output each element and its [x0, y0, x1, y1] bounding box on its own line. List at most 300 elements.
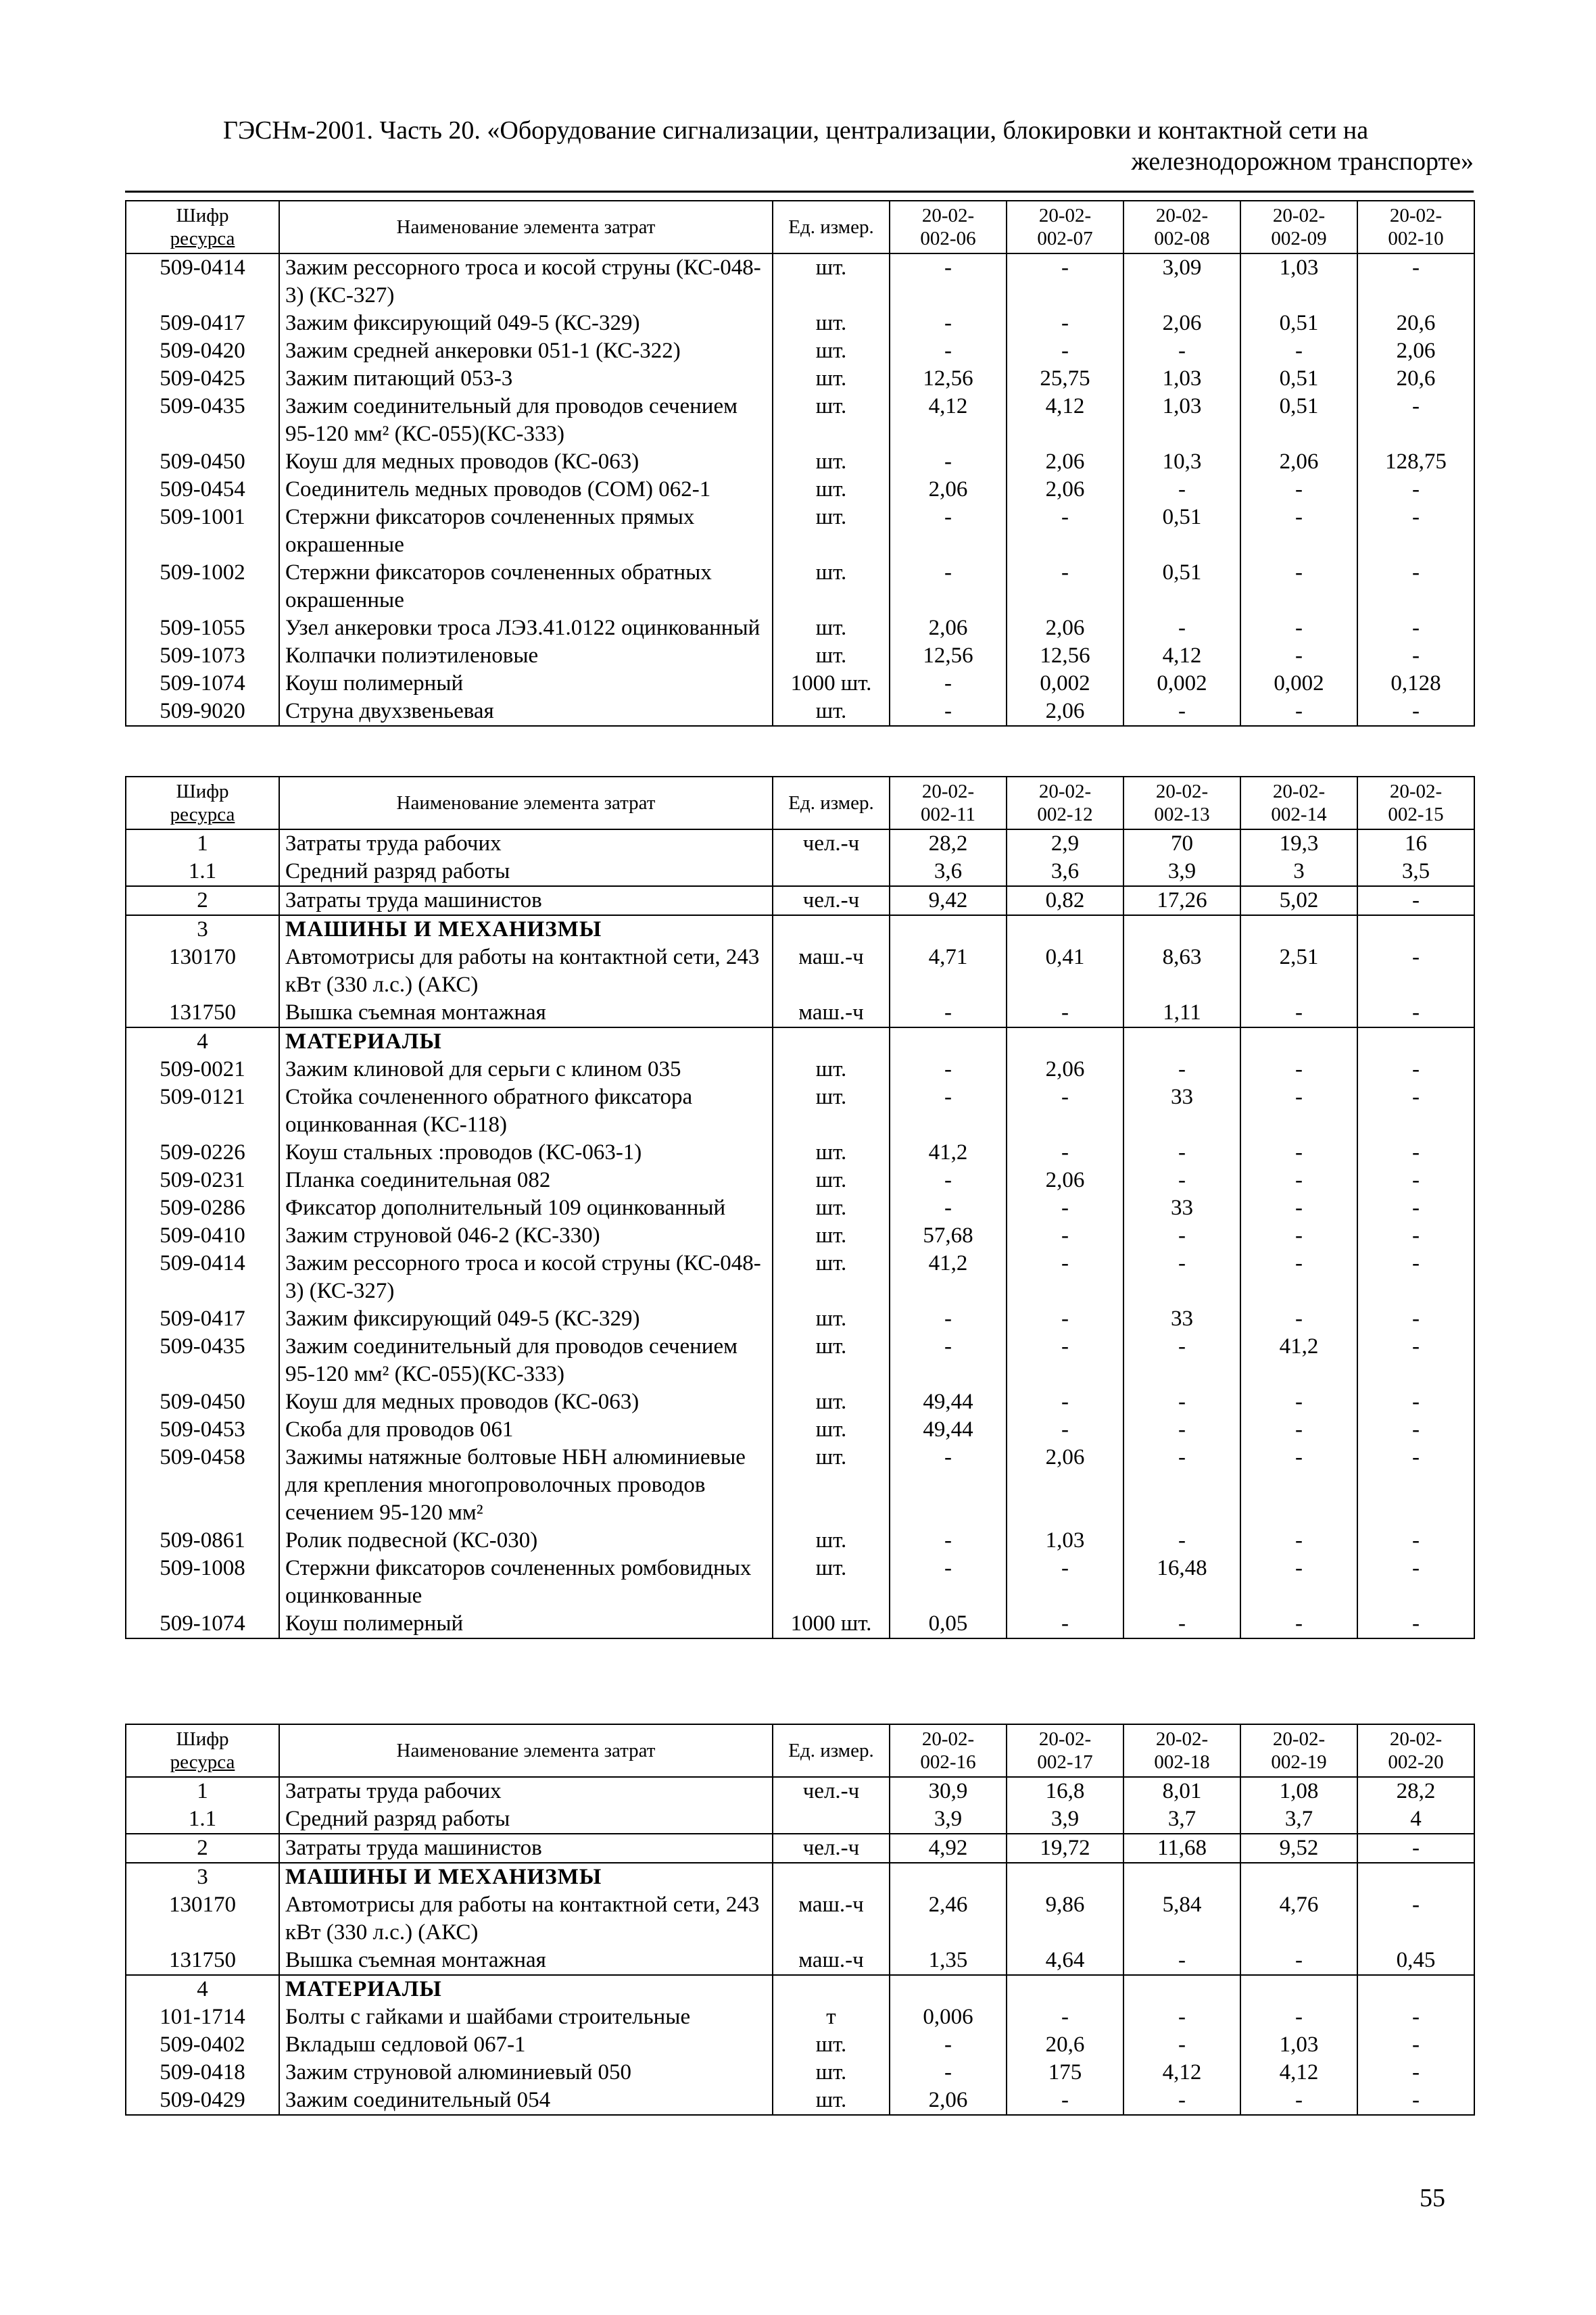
cell-value: 49,44 — [890, 1388, 1007, 1416]
norm-code-top: 20-02- — [1155, 1728, 1209, 1750]
cell-code: 509-0414 — [126, 1250, 279, 1305]
cell-value: 12,56 — [890, 642, 1007, 670]
cell-value: - — [1357, 1416, 1474, 1444]
cell-code: 130170 — [126, 944, 279, 999]
cell-value: - — [1357, 886, 1474, 915]
cell-value: - — [1240, 1610, 1357, 1638]
table-row — [126, 1333, 1474, 1388]
cell-value: 0,51 — [1123, 559, 1240, 614]
cell-value — [1123, 1027, 1240, 1056]
cell-value: 0,51 — [1123, 504, 1240, 559]
cell-value: 0,45 — [1357, 1947, 1474, 1975]
header-name: Наименование элемента затрат — [279, 201, 773, 253]
header-norm-code — [1240, 201, 1357, 253]
table-row — [126, 858, 1474, 886]
cell-value: - — [890, 2031, 1007, 2059]
cell-value: - — [1240, 2087, 1357, 2115]
cell-unit: шт. — [773, 1527, 890, 1555]
header-norm-code — [890, 201, 1007, 253]
cell-value: - — [1123, 2003, 1240, 2031]
norm-code-top: 20-02- — [1038, 205, 1092, 226]
header-norm-code — [890, 1724, 1007, 1777]
table-row — [126, 944, 1474, 999]
cell-code: 509-0414 — [126, 253, 279, 310]
cell-name: Зажим рессорного троса и косой струны (КС-048-3) (КС-327) — [279, 253, 773, 310]
table-row — [126, 1834, 1474, 1863]
header-code-top: Шифр — [176, 781, 229, 802]
cell-value — [890, 1027, 1007, 1056]
section-row — [126, 1863, 1474, 1891]
cell-value: 0,51 — [1240, 310, 1357, 337]
cell-code: 3 — [126, 915, 279, 944]
cell-value: 0,05 — [890, 1610, 1007, 1638]
table-row — [126, 1891, 1474, 1947]
table-header-row — [126, 777, 1474, 829]
section-row — [126, 1027, 1474, 1056]
cell-value: - — [1357, 1527, 1474, 1555]
cell-unit: чел.-ч — [773, 829, 890, 858]
cell-value: - — [1240, 642, 1357, 670]
cell-value: - — [1357, 1388, 1474, 1416]
page-header — [223, 115, 1474, 177]
cell-unit — [773, 1975, 890, 2003]
cell-name: Коуш полимерный — [279, 670, 773, 698]
cell-value: 33 — [1123, 1083, 1240, 1139]
cell-value: 4,12 — [1240, 2059, 1357, 2087]
cell-unit: шт. — [773, 1083, 890, 1139]
norm-code-top: 20-02- — [921, 205, 975, 226]
cell-name: Автомотрисы для работы на контактной сети, 243 кВт (330 л.с.) (АКС) — [279, 1891, 773, 1947]
cell-value: 2,06 — [1007, 698, 1123, 726]
cell-value: 33 — [1123, 1305, 1240, 1333]
table-row — [126, 698, 1474, 726]
cell-value: 11,68 — [1123, 1834, 1240, 1863]
cell-value: - — [1240, 1083, 1357, 1139]
cell-value: 3,9 — [1007, 1805, 1123, 1834]
cell-value: 0,006 — [890, 2003, 1007, 2031]
cell-value: 16,48 — [1123, 1555, 1240, 1610]
cell-code: 4 — [126, 1027, 279, 1056]
cell-name: Струна двухзвеньевая — [279, 698, 773, 726]
cell-code: 509-0418 — [126, 2059, 279, 2087]
cell-code: 509-1074 — [126, 670, 279, 698]
cell-value: 5,02 — [1240, 886, 1357, 915]
cell-value: 25,75 — [1007, 365, 1123, 393]
cell-value: 30,9 — [890, 1777, 1007, 1805]
cell-value: 8,01 — [1123, 1777, 1240, 1805]
cell-code: 1.1 — [126, 858, 279, 886]
cell-value: 0,128 — [1357, 670, 1474, 698]
cell-unit: шт. — [773, 504, 890, 559]
cell-code: 509-0454 — [126, 476, 279, 504]
cell-unit — [773, 1805, 890, 1834]
cell-value: 33 — [1123, 1194, 1240, 1222]
cell-value: - — [1357, 559, 1474, 614]
norm-code-bottom: 002-10 — [1388, 228, 1444, 249]
cell-value: - — [1007, 1333, 1123, 1388]
cell-unit — [773, 915, 890, 944]
section-row — [126, 1975, 1474, 2003]
cell-code: 1.1 — [126, 1805, 279, 1834]
cell-code: 509-0420 — [126, 337, 279, 365]
cell-value: - — [1357, 1555, 1474, 1610]
cell-unit: шт. — [773, 2087, 890, 2115]
cell-value: 0,002 — [1240, 670, 1357, 698]
cell-value: 2,06 — [1357, 337, 1474, 365]
cell-value: - — [1240, 1527, 1357, 1555]
cell-value: - — [1123, 2087, 1240, 2115]
cell-value: - — [1123, 1388, 1240, 1416]
cell-value: 3,7 — [1240, 1805, 1357, 1834]
cell-unit: шт. — [773, 253, 890, 310]
table-row — [126, 1527, 1474, 1555]
cell-value: - — [1357, 2003, 1474, 2031]
cell-value: 41,2 — [890, 1250, 1007, 1305]
cell-code: 509-0417 — [126, 310, 279, 337]
cell-value — [1123, 1975, 1240, 2003]
cell-value: 0,82 — [1007, 886, 1123, 915]
table-row — [126, 1194, 1474, 1222]
cell-unit: шт. — [773, 1167, 890, 1194]
cell-unit: шт. — [773, 642, 890, 670]
cell-value: 8,63 — [1123, 944, 1240, 999]
header-unit: Ед. измер. — [773, 777, 890, 829]
cell-name: Коуш для медных проводов (КС-063) — [279, 1388, 773, 1416]
cell-value: 1,11 — [1123, 999, 1240, 1027]
norm-code-top: 20-02- — [1272, 1728, 1326, 1750]
cell-code: 509-0435 — [126, 1333, 279, 1388]
header-norm-code — [1240, 1724, 1357, 1777]
cell-name: Скоба для проводов 061 — [279, 1416, 773, 1444]
cell-value — [1007, 1975, 1123, 2003]
cell-value: - — [890, 1194, 1007, 1222]
cell-value: - — [890, 999, 1007, 1027]
cell-value: - — [1007, 999, 1123, 1027]
header-norm-code — [1357, 1724, 1474, 1777]
header-norm-code — [1123, 201, 1240, 253]
norm-code-bottom: 002-11 — [920, 804, 976, 825]
cell-value: 2,06 — [1007, 448, 1123, 476]
cell-code: 101-1714 — [126, 2003, 279, 2031]
cell-value — [1007, 1863, 1123, 1891]
cell-value: - — [1240, 1194, 1357, 1222]
header-norm-code — [1123, 1724, 1240, 1777]
cell-name: Зажим соединительный 054 — [279, 2087, 773, 2115]
cell-value: - — [1007, 337, 1123, 365]
table-header-row — [126, 201, 1474, 253]
cell-value: 16 — [1357, 829, 1474, 858]
cell-unit: шт. — [773, 1555, 890, 1610]
cell-value: - — [1123, 1056, 1240, 1083]
cell-value: - — [890, 1167, 1007, 1194]
cell-name: Стойка сочлененного обратного фиксатора оцинкованная (КС-118) — [279, 1083, 773, 1139]
norm-code-bottom: 002-15 — [1388, 804, 1444, 825]
cell-value: - — [1123, 1139, 1240, 1167]
cell-value: 1,03 — [1007, 1527, 1123, 1555]
cell-value: 57,68 — [890, 1222, 1007, 1250]
table-row — [126, 310, 1474, 337]
cell-value: - — [1123, 1947, 1240, 1975]
cell-value: 1,03 — [1240, 2031, 1357, 2059]
cell-value — [1357, 1863, 1474, 1891]
norm-code-bottom: 002-07 — [1037, 228, 1093, 249]
cell-name: Зажим фиксирующий 049-5 (КС-329) — [279, 1305, 773, 1333]
cell-value: 19,3 — [1240, 829, 1357, 858]
cell-unit: шт. — [773, 1250, 890, 1305]
cell-value: - — [1007, 1305, 1123, 1333]
cell-code: 509-1001 — [126, 504, 279, 559]
cell-code: 2 — [126, 1834, 279, 1863]
cell-value — [1357, 1975, 1474, 2003]
cell-value: - — [890, 1444, 1007, 1527]
header-code-bottom: ресурса — [170, 228, 235, 249]
cell-value: 41,2 — [890, 1139, 1007, 1167]
cell-code: 509-1008 — [126, 1555, 279, 1610]
cell-unit: шт. — [773, 1139, 890, 1167]
cell-value: 2,06 — [1007, 614, 1123, 642]
cell-value — [890, 915, 1007, 944]
cell-value: 0,51 — [1240, 365, 1357, 393]
cell-value: - — [1240, 559, 1357, 614]
cell-value: - — [1123, 1444, 1240, 1527]
cell-value: 20,6 — [1357, 365, 1474, 393]
cell-name: Автомотрисы для работы на контактной сети, 243 кВт (330 л.с.) (АКС) — [279, 944, 773, 999]
cell-value: 0,002 — [1123, 670, 1240, 698]
cell-value: - — [1240, 614, 1357, 642]
cell-value: - — [1007, 1250, 1123, 1305]
table-row — [126, 670, 1474, 698]
cell-value: - — [1357, 1139, 1474, 1167]
cell-value: 2,06 — [1240, 448, 1357, 476]
cell-value: - — [1240, 1222, 1357, 1250]
cell-code: 509-0121 — [126, 1083, 279, 1139]
cell-name: Зажимы натяжные болтовые НБН алюминиевые для крепления многопроволочных проводов сечением 95-120 мм² — [279, 1444, 773, 1527]
cell-value: - — [890, 1333, 1007, 1388]
header-norm-code — [1357, 777, 1474, 829]
table-row — [126, 337, 1474, 365]
table-row — [126, 253, 1474, 310]
cell-value: 3,9 — [1123, 858, 1240, 886]
header-norm-code — [890, 777, 1007, 829]
cell-unit: шт. — [773, 1305, 890, 1333]
cell-value: 2,06 — [1123, 310, 1240, 337]
cell-value: 16,8 — [1007, 1777, 1123, 1805]
cell-name: МАШИНЫ И МЕХАНИЗМЫ — [279, 1863, 773, 1891]
cell-unit: чел.-ч — [773, 1834, 890, 1863]
cell-unit: шт. — [773, 614, 890, 642]
cell-value: 3,5 — [1357, 858, 1474, 886]
cell-name: Колпачки полиэтиленовые — [279, 642, 773, 670]
cell-code: 509-1074 — [126, 1610, 279, 1638]
cell-value: - — [1357, 999, 1474, 1027]
cell-code: 4 — [126, 1975, 279, 2003]
cell-value: - — [1123, 698, 1240, 726]
cell-code: 509-0458 — [126, 1444, 279, 1527]
cell-unit: чел.-ч — [773, 1777, 890, 1805]
cell-name: Зажим средней анкеровки 051-1 (КС-322) — [279, 337, 773, 365]
cell-value: - — [890, 504, 1007, 559]
cell-value: - — [1240, 337, 1357, 365]
cell-value: 70 — [1123, 829, 1240, 858]
norm-code-bottom: 002-20 — [1388, 1751, 1444, 1773]
header-name: Наименование элемента затрат — [279, 1724, 773, 1777]
cell-value: 2,06 — [1007, 1444, 1123, 1527]
cell-value: - — [890, 670, 1007, 698]
cell-value: 28,2 — [890, 829, 1007, 858]
header-line-2: железнодорожном транспорте» — [1131, 147, 1474, 176]
cell-name: Зажим клиновой для серьги с клином 035 — [279, 1056, 773, 1083]
table-row — [126, 1139, 1474, 1167]
cell-name: Коуш для медных проводов (КС-063) — [279, 448, 773, 476]
resource-table-2 — [125, 776, 1475, 1639]
cell-value: 28,2 — [1357, 1777, 1474, 1805]
cell-name: МАШИНЫ И МЕХАНИЗМЫ — [279, 915, 773, 944]
cell-value: - — [1007, 1083, 1123, 1139]
norm-code-top: 20-02- — [921, 1728, 975, 1750]
cell-value: 4,76 — [1240, 1891, 1357, 1947]
table-row — [126, 2059, 1474, 2087]
cell-value: 1,35 — [890, 1947, 1007, 1975]
cell-unit: маш.-ч — [773, 1891, 890, 1947]
cell-value: 1,03 — [1240, 253, 1357, 310]
header-norm-code — [1007, 1724, 1123, 1777]
cell-value: 3,7 — [1123, 1805, 1240, 1834]
cell-value — [1123, 1863, 1240, 1891]
table-row — [126, 1305, 1474, 1333]
cell-value — [1357, 1027, 1474, 1056]
cell-code: 1 — [126, 829, 279, 858]
cell-value: - — [1357, 2031, 1474, 2059]
cell-value: - — [1357, 944, 1474, 999]
cell-value: 2,46 — [890, 1891, 1007, 1947]
cell-value: - — [890, 1527, 1007, 1555]
norm-code-bottom: 002-13 — [1154, 804, 1210, 825]
cell-value: 20,6 — [1357, 310, 1474, 337]
cell-unit — [773, 1863, 890, 1891]
cell-value: - — [1357, 2059, 1474, 2087]
table-row — [126, 829, 1474, 858]
cell-unit: шт. — [773, 2031, 890, 2059]
cell-name: Планка соединительная 082 — [279, 1167, 773, 1194]
cell-value: 1,03 — [1123, 393, 1240, 448]
cell-value: - — [890, 1305, 1007, 1333]
cell-unit: шт. — [773, 698, 890, 726]
cell-unit: шт. — [773, 1388, 890, 1416]
resource-table-1 — [125, 200, 1475, 727]
cell-value: 0,51 — [1240, 393, 1357, 448]
cell-name: МАТЕРИАЛЫ — [279, 1027, 773, 1056]
cell-value: - — [1007, 1610, 1123, 1638]
cell-code: 509-1055 — [126, 614, 279, 642]
cell-value — [1357, 915, 1474, 944]
cell-value: - — [1007, 1555, 1123, 1610]
cell-unit: шт. — [773, 1444, 890, 1527]
cell-value: 9,52 — [1240, 1834, 1357, 1863]
cell-value: - — [1123, 337, 1240, 365]
cell-value: - — [1357, 698, 1474, 726]
cell-value: 4,12 — [1007, 393, 1123, 448]
cell-name: Стержни фиксаторов сочлененных ромбовидных оцинкованные — [279, 1555, 773, 1610]
cell-value: 41,2 — [1240, 1333, 1357, 1388]
cell-unit: шт. — [773, 1222, 890, 1250]
table-row — [126, 1167, 1474, 1194]
cell-code: 509-0402 — [126, 2031, 279, 2059]
header-code-bottom: ресурса — [170, 804, 235, 825]
cell-value: 20,6 — [1007, 2031, 1123, 2059]
cell-value: 2,06 — [1007, 1167, 1123, 1194]
cell-value: - — [1007, 1388, 1123, 1416]
cell-value — [1240, 915, 1357, 944]
cell-unit: т — [773, 2003, 890, 2031]
cell-name: Зажим соединительный для проводов сечением 95-120 мм² (КС-055)(КС-333) — [279, 393, 773, 448]
cell-value: 3,6 — [1007, 858, 1123, 886]
cell-value: - — [1357, 1250, 1474, 1305]
cell-name: Коуш полимерный — [279, 1610, 773, 1638]
table-row — [126, 1555, 1474, 1610]
cell-unit: шт. — [773, 1333, 890, 1388]
cell-code: 3 — [126, 1863, 279, 1891]
cell-value: - — [1357, 1167, 1474, 1194]
cell-code: 131750 — [126, 999, 279, 1027]
cell-code: 509-9020 — [126, 698, 279, 726]
cell-value: - — [1240, 1139, 1357, 1167]
cell-value: 4,12 — [890, 393, 1007, 448]
cell-value: - — [1123, 1610, 1240, 1638]
cell-code: 509-0435 — [126, 393, 279, 448]
table-row — [126, 1083, 1474, 1139]
cell-value: - — [1240, 1444, 1357, 1527]
cell-value: - — [1123, 614, 1240, 642]
cell-value: - — [890, 1056, 1007, 1083]
cell-code: 509-0425 — [126, 365, 279, 393]
cell-value: - — [1007, 559, 1123, 614]
cell-value: - — [1357, 2087, 1474, 2115]
cell-code: 2 — [126, 886, 279, 915]
cell-name: Вышка съемная монтажная — [279, 1947, 773, 1975]
cell-code: 509-0410 — [126, 1222, 279, 1250]
table-row — [126, 1805, 1474, 1834]
cell-value: - — [1357, 1056, 1474, 1083]
cell-value: - — [1123, 1167, 1240, 1194]
header-code-top: Шифр — [176, 1728, 229, 1750]
cell-value: 3,6 — [890, 858, 1007, 886]
norm-code-top: 20-02- — [1155, 781, 1209, 802]
cell-code: 509-0861 — [126, 1527, 279, 1555]
cell-code: 509-0450 — [126, 1388, 279, 1416]
cell-value: - — [890, 1555, 1007, 1610]
cell-name: Зажим струновой 046-2 (КС-330) — [279, 1222, 773, 1250]
cell-value: - — [1357, 1444, 1474, 1527]
cell-value: - — [1357, 393, 1474, 448]
cell-code: 509-0450 — [126, 448, 279, 476]
cell-value: - — [1357, 1891, 1474, 1947]
header-norm-code — [1240, 777, 1357, 829]
cell-unit: маш.-ч — [773, 999, 890, 1027]
norm-code-bottom: 002-09 — [1271, 228, 1327, 249]
cell-name: Болты с гайками и шайбами строительные — [279, 2003, 773, 2031]
cell-code: 509-1073 — [126, 642, 279, 670]
cell-value: - — [1007, 1222, 1123, 1250]
cell-value: 2,06 — [890, 476, 1007, 504]
table-row — [126, 614, 1474, 642]
norm-code-bottom: 002-12 — [1037, 804, 1093, 825]
header-line-1: ГЭСНм-2001. Часть 20. «Оборудование сигнализации, централизации, блокировки и контактной сети на — [223, 116, 1369, 145]
norm-code-top: 20-02- — [1389, 205, 1443, 226]
table-row — [126, 476, 1474, 504]
cell-value: - — [1240, 2003, 1357, 2031]
cell-value: - — [890, 559, 1007, 614]
cell-code: 1 — [126, 1777, 279, 1805]
